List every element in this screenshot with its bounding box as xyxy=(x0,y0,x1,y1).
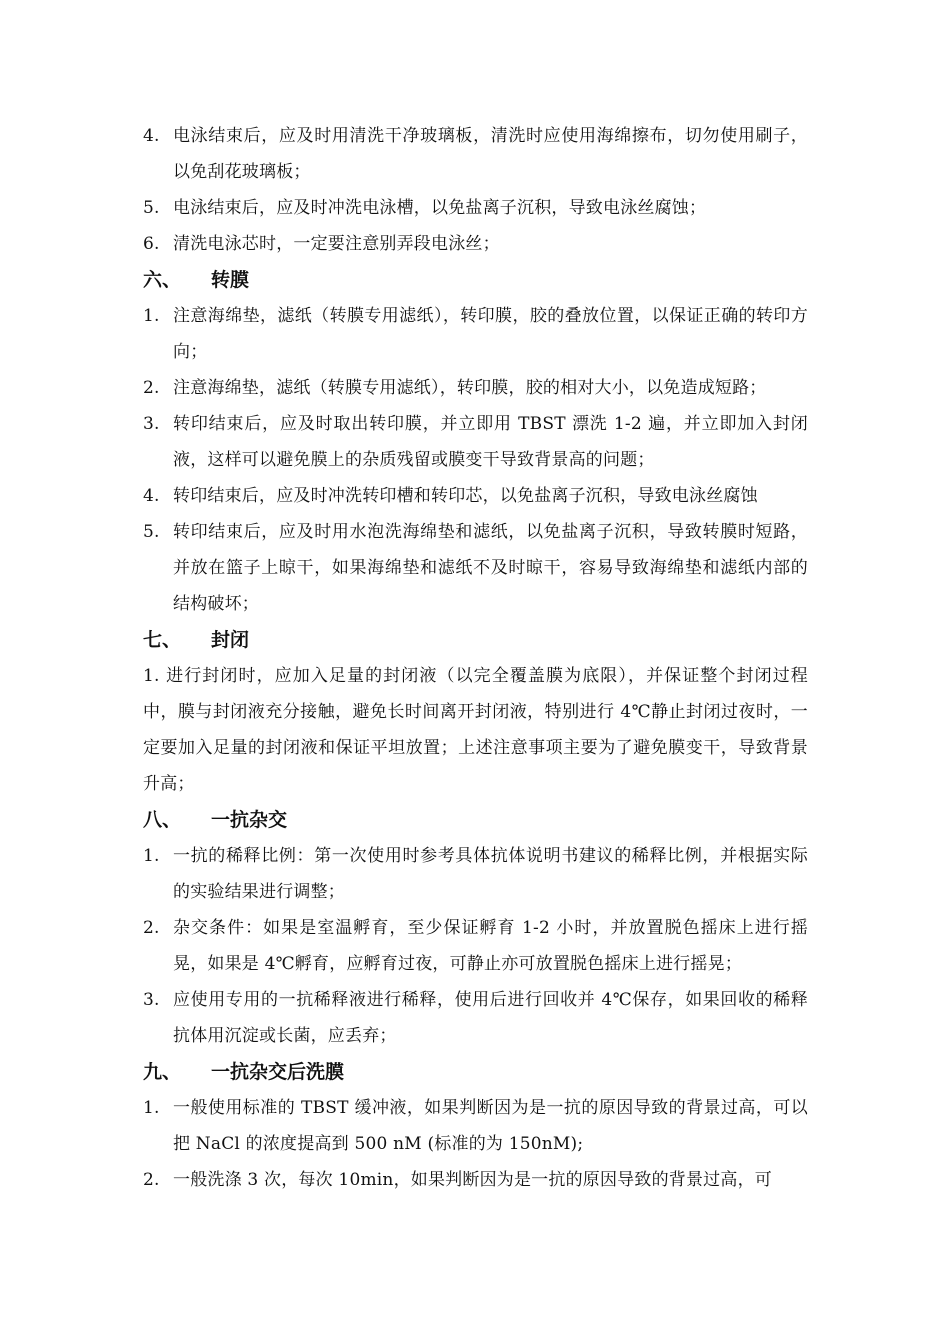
heading-number: 六、 xyxy=(143,269,182,291)
item-number: 5. xyxy=(143,522,160,542)
list-item xyxy=(143,478,808,514)
item-number: 2. xyxy=(143,918,160,938)
item-text: 一般使用标准的 TBST 缓冲液，如果判断因为是一抗的原因导致的背景过高，可以把 NaCl 的浓度提高到 500 nM (标准的为 150nM); xyxy=(173,1098,808,1154)
list-item xyxy=(143,1090,808,1162)
section-heading-primary-antibody xyxy=(143,802,808,838)
item-text: 转印结束后，应及时用水泡洗海绵垫和滤纸，以免盐离子沉积，导致转膜时短路，并放在篮子上晾干，如果海绵垫和滤纸不及时晾干，容易导致海绵垫和滤纸内部的结构破坏； xyxy=(173,522,808,614)
item-text: 注意海绵垫，滤纸（转膜专用滤纸），转印膜，胶的相对大小，以免造成短路； xyxy=(173,378,767,398)
item-text: 清洗电泳芯时，一定要注意别弄段电泳丝； xyxy=(173,234,500,254)
list-item xyxy=(143,298,808,370)
item-number: 6. xyxy=(143,234,160,254)
heading-title: 封闭 xyxy=(211,629,250,651)
item-number: 1. xyxy=(143,846,160,866)
item-number: 1. xyxy=(143,306,160,326)
item-text: 电泳结束后，应及时冲洗电泳槽，以免盐离子沉积，导致电泳丝腐蚀； xyxy=(173,198,707,218)
item-text: 转印结束后，应及时冲洗转印槽和转印芯，以免盐离子沉积，导致电泳丝腐蚀 xyxy=(173,486,758,506)
list-item xyxy=(143,910,808,982)
item-number: 4. xyxy=(143,126,160,146)
item-text: 转印结束后，应及时取出转印膜，并立即用 TBST 漂洗 1-2 遍，并立即加入封闭液，这样可以避免膜上的杂质残留或膜变干导致背景高的问题； xyxy=(173,414,808,470)
document-content xyxy=(143,118,808,1198)
item-number: 2. xyxy=(143,1170,160,1190)
item-number: 1. xyxy=(143,1098,160,1118)
heading-number: 八、 xyxy=(143,809,182,831)
list-item xyxy=(143,1162,808,1198)
heading-number: 七、 xyxy=(143,629,182,651)
section-heading-blocking xyxy=(143,622,808,658)
list-item xyxy=(143,190,808,226)
item-number: 3. xyxy=(143,990,160,1010)
list-item xyxy=(143,370,808,406)
item-text: 注意海绵垫，滤纸（转膜专用滤纸），转印膜，胶的叠放位置，以保证正确的转印方向； xyxy=(173,306,808,362)
item-text: 一般洗涤 3 次，每次 10min，如果判断因为是一抗的原因导致的背景过高，可 xyxy=(173,1170,772,1190)
list-item xyxy=(143,406,808,478)
heading-title: 一抗杂交后洗膜 xyxy=(211,1061,345,1083)
item-text: 应使用专用的一抗稀释液进行稀释，使用后进行回收并 4℃保存，如果回收的稀释抗体用沉淀或长菌，应丢弃； xyxy=(173,990,808,1046)
heading-number: 九、 xyxy=(143,1061,182,1083)
heading-title: 一抗杂交 xyxy=(211,809,288,831)
item-number: 4. xyxy=(143,486,160,506)
list-item xyxy=(143,838,808,910)
item-text: 一抗的稀释比例：第一次使用时参考具体抗体说明书建议的稀释比例，并根据实际的实验结果进行调整； xyxy=(173,846,808,902)
list-item xyxy=(143,118,808,190)
section-heading-post-primary-wash xyxy=(143,1054,808,1090)
section-heading-transfer xyxy=(143,262,808,298)
item-number: 2. xyxy=(143,378,160,398)
item-text: 电泳结束后，应及时用清洗干净玻璃板，清洗时应使用海绵擦布，切勿使用刷子，以免刮花玻璃板； xyxy=(173,126,808,182)
item-number: 3. xyxy=(143,414,160,434)
list-item xyxy=(143,514,808,622)
item-text: 杂交条件：如果是室温孵育，至少保证孵育 1-2 小时，并放置脱色摇床上进行摇晃，如果是 4℃孵育，应孵育过夜，可静止亦可放置脱色摇床上进行摇晃； xyxy=(173,918,808,974)
list-item xyxy=(143,226,808,262)
list-item xyxy=(143,982,808,1054)
heading-title: 转膜 xyxy=(211,269,250,291)
paragraph: 1. 进行封闭时，应加入足量的封闭液（以完全覆盖膜为底限），并保证整个封闭过程中，膜与封闭液充分接触，避免长时间离开封闭液，特别进行 4℃静止封闭过夜时，一定要加入足量的封闭液和保证平坦放置；上述注意事项主要为了避免膜变干，导致背景升高； xyxy=(143,666,808,794)
item-number: 5. xyxy=(143,198,160,218)
